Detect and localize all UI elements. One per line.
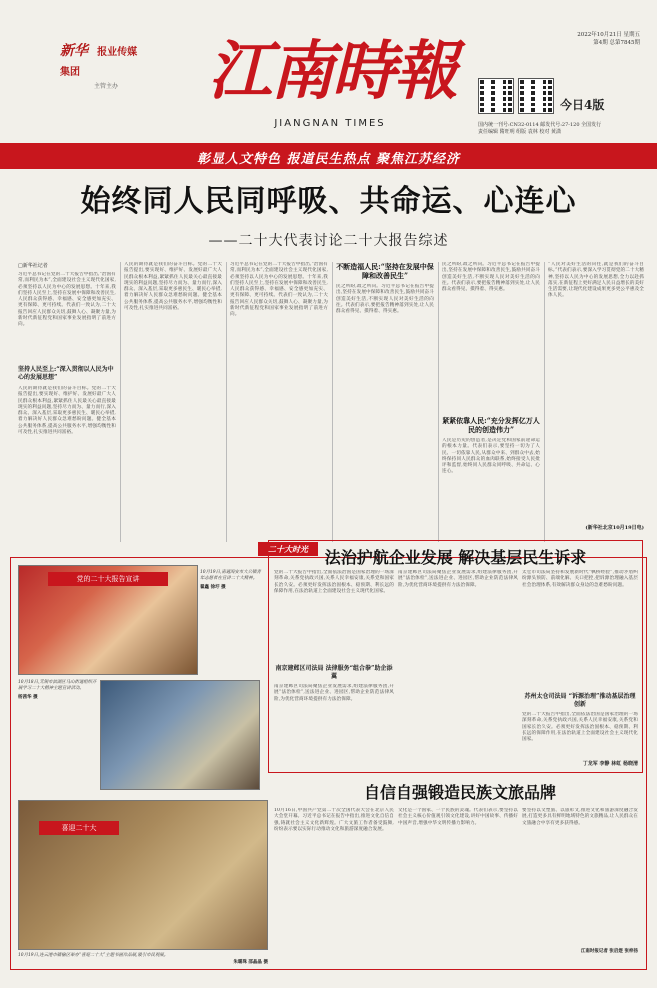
newspaper-title: 江南時報 bbox=[208, 34, 456, 109]
publisher-logo bbox=[60, 40, 146, 90]
brand-mark: 新华 bbox=[60, 43, 88, 59]
edition-issue: 第4期 总第7845期 bbox=[593, 40, 640, 46]
photo-banner-2: 喜迎二十大 bbox=[39, 821, 119, 835]
today-pages: 今日4版 bbox=[560, 98, 605, 112]
caption-2-text: 10月18日,无锡市滨湖区马山街道组织开展学习二十大精神主题宣讲活动。 bbox=[18, 680, 97, 691]
photo-banner-1: 党的二十大报告宣讲 bbox=[48, 572, 168, 586]
lead-column-3 bbox=[230, 262, 328, 542]
column-5-text-a: 民之所盼,政之所向。习近平总书记在报告中提出,坚持在发展中保障和改善民生,鼓励共同奋斗创造美好生活,不断实现人民对美好生活的向往。代表们表示,要把报告精神落到实处,让人民群众看得见、摸得着、得实惠。 bbox=[442, 262, 540, 293]
feature-sub-a: 南京建邺区司法局 法律服务“组合拳”助企添翼 bbox=[275, 665, 393, 680]
lead-byline: □新华社记者 bbox=[18, 263, 48, 269]
caption-2-credit: 杨茜华 摄 bbox=[18, 695, 38, 700]
feature-text-a: 党的二十大报告中指出,全面依法治国是国家治理的一场深刻革命,关系党执政兴国,关系人民幸福安康,关系党和国家长治久安。必须更好发挥法治固根本、稳预期、利长远的保障作用,在法治轨道上全面建设社会主义现代化国家。 bbox=[274, 570, 394, 594]
cn-number: 国内统一刊号:CN32-0114 邮发代号:27-120 全国发行 bbox=[478, 122, 602, 128]
column-1-text-b: 人民的期待就是我们的奋斗目标。党的二十大报告提出,要实现好、维护好、发展好最广大人民群众根本利益,紧紧抓住人民最关心最直接最现实的利益问题,坚持尽力而为、量力而行,深入群众、深入基层,采取更多惠民生、暖民心举措,着力解决好人民群众急难愁盼问题。健全基本公共服务体系,提高公共服务水平,增强均衡性和可及性,扎实推进共同富裕。 bbox=[18, 386, 116, 436]
feature-column-1 bbox=[274, 570, 394, 768]
photo-volunteers bbox=[18, 565, 198, 675]
feature2-column-1 bbox=[274, 808, 394, 963]
slogan-text: 彰显人文特色 报道民生热点 聚焦江苏经济 bbox=[196, 152, 461, 167]
feature-byline: 丁龙军 李静 林虹 杨晓清 bbox=[582, 761, 638, 767]
group-note: 主管主办 bbox=[94, 83, 119, 90]
qr-code-group-2 bbox=[518, 78, 554, 114]
newspaper-pinyin: JIANGNAN TIMES bbox=[274, 118, 386, 129]
group-name: 报业传媒集团 bbox=[60, 47, 138, 78]
feature-column-3 bbox=[522, 570, 638, 768]
caption-1-text: 10月19日,南通海安市大公镇青年志愿者在宣讲二十大精神。 bbox=[200, 570, 261, 581]
main-headline: 始终同人民同呼吸、共命运、心连心 bbox=[80, 184, 577, 219]
feature-badge: 二十大时光 bbox=[258, 542, 318, 556]
column-rule bbox=[438, 262, 439, 542]
edition-date: 2022年10月21日 星期五 bbox=[577, 32, 640, 38]
column-4-text: 民之所盼,政之所向。习近平总书记在报告中提出,坚持在发展中保障和改善民生,鼓励共同奋斗创造美好生活,不断实现人民对美好生活的向往。代表们表示,要把报告精神落到实处,让人民群众看得见、摸得着、得实惠。 bbox=[336, 284, 434, 315]
photo-caption-1 bbox=[200, 570, 262, 590]
qr-code-group bbox=[478, 78, 514, 114]
photo-caption-2 bbox=[18, 680, 98, 700]
column-rule bbox=[226, 262, 227, 542]
column-5-text-b: 人民是历史的创造者,是决定党和国家前途命运的根本力量。代表们表示,要坚持一切为了人民、一切依靠人民,从群众中来、到群众中去,始终保持同人民群众的血肉联系,始终接受人民批评和监督,始终同人民群众同呼吸、共命运、心连心。 bbox=[442, 438, 540, 475]
column-6-text: “人民对美好生活的向往,就是我们的奋斗目标。”代表们表示,要深入学习贯彻党的二十大精神,坚持以人民为中心的发展思想,全力以赴抓落实,在新征程上更好满足人民日益增长的美好生活需要,让现代化建设成果更多更公平惠及全体人民。 bbox=[548, 262, 644, 299]
feature2-text-b: 文化是一个国家、一个民族的灵魂。代表们表示,要坚持以社会主义核心价值观引领文化建设,讲好中国故事、传播好中国声音,增强中华文明传播力影响力。 bbox=[398, 808, 518, 826]
editors-line: 责任编辑 隋旺明 组版 袁林 校对 黄潇 bbox=[478, 129, 561, 135]
feature-text-b: 南京建邺区司法局聚焦企业发展需求,组建法律服务团,开展“法治体检”,送法进企业、进园区,帮助企业防范法律风险,为优化营商环境提供有力法治保障。 bbox=[274, 684, 394, 702]
feature-title: 法治护航企业发展 解决基层民生诉求 bbox=[324, 548, 587, 567]
feature-text-c: 太仓市司法局坚持和发展新时代“枫桥经验”,推动矛盾纠纷源头预防、前端化解、关口把控,把诉源治理融入基层社会治理体系,有效解决群众身边的急难愁盼问题。 bbox=[522, 570, 638, 588]
lead-column-2 bbox=[124, 262, 222, 542]
photo-exhibition bbox=[18, 800, 268, 950]
edition-info bbox=[480, 31, 640, 47]
photo-caption-3 bbox=[18, 953, 268, 965]
feature-column-2 bbox=[398, 570, 518, 768]
column-4-section-head: 不断造福人民:“坚持在发展中保障和改善民生” bbox=[336, 262, 434, 280]
feature-text-b2: 南京建邺区司法局聚焦企业发展需求,组建法律服务团,开展“法治体检”,送法进企业、进园区,帮助企业防范法律风险,为优化营商环境提供有力法治保障。 bbox=[398, 570, 518, 588]
feature2-text-c: 要坚持以文塑旅、以旅彰文,推进文化和旅游深度融合发展,打造更多具有鲜明地域特色的文旅精品,让人民群众在文旅融合中享有更多获得感。 bbox=[522, 808, 638, 826]
column-rule bbox=[544, 262, 545, 542]
lead-column-1 bbox=[18, 272, 116, 542]
lead-column-4 bbox=[336, 262, 434, 542]
qr-code-icon bbox=[478, 78, 514, 114]
photo-lecture bbox=[100, 680, 260, 790]
feature2-column-2 bbox=[398, 808, 518, 963]
feature-sub-b: 苏州太仓司法局 “诉源治理”推动基层治理创新 bbox=[524, 693, 636, 708]
feature-text-c2: 党的二十大报告中指出,全面依法治国是国家治理的一场深刻革命,关系党执政兴国,关系人民幸福安康,关系党和国家长治久安。必须更好发挥法治固根本、稳预期、利长远的保障作用,在法治轨道上全面建设社会主义现代化国家。 bbox=[522, 712, 638, 743]
column-2-text: 人民的期待就是我们的奋斗目标。党的二十大报告提出,要实现好、维护好、发展好最广大人民群众根本利益,紧紧抓住人民最关心最直接最现实的利益问题,坚持尽力而为、量力而行,深入群众、深入基层,采取更多惠民生、暖民心举措,着力解决好人民群众急难愁盼问题。健全基本公共服务体系,提高公共服务水平,增强均衡性和可及性,扎实推进共同富裕。 bbox=[124, 262, 222, 312]
column-rule bbox=[332, 262, 333, 542]
main-subhead: ——二十大代表讨论二十大报告综述 bbox=[208, 233, 449, 249]
column-3-text: 习近平总书记在党的二十大报告中指出,“治国有常,而利民为本”,全面建设社会主义现代化国家,必须坚持以人民为中心的发展思想。十年来,我们坚持人民至上,坚持在发展中保障和改善民生,人民群众获得感、幸福感、安全感更加充实、更有保障、更可持续。代表们一致认为,二十大报告回应人民群众关切,鼓舞人心、凝聚力量,为新时代新征程党和国家事业发展指明了前进方向。 bbox=[230, 262, 328, 318]
lead-credit: (新华社北京10月19日电) bbox=[585, 525, 644, 531]
column-1-text-a: 习近平总书记在党的二十大报告中指出,“治国有常,而利民为本”,全面建设社会主义现代化国家,必须坚持以人民为中心的发展思想。十年来,我们坚持人民至上,坚持在发展中保障和改善民生,人民群众获得感、幸福感、安全感更加充实、更有保障、更可持续。代表们一致认为,二十大报告回应人民群众关切,鼓舞人心、凝聚力量,为新时代新征程党和国家事业发展指明了前进方向。 bbox=[18, 272, 116, 328]
feature2-text-a: 10月16日,中国共产党第二十次全国代表大会在北京人民大会堂开幕。习近平总书记在报告中指出,推进文化自信自强,铸就社会主义文化新辉煌。广大文旅工作者备受鼓舞,纷纷表示要以实际行动推动文化和旅游深度融合发展。 bbox=[274, 808, 394, 832]
publication-info bbox=[478, 122, 648, 136]
feature2-credit: 江南时报记者 张启煜 张梓扬 bbox=[580, 949, 638, 954]
qr-code-icon bbox=[518, 78, 554, 114]
column-rule bbox=[120, 262, 121, 542]
caption-3-text: 10月19日,连云港市赣榆区举办“喜迎二十大”主题书画作品展,吸引市民观展。 bbox=[18, 953, 169, 958]
lead-column-5 bbox=[442, 262, 540, 542]
column-5-section-head: 紧紧依靠人民:“充分发挥亿万人民的创造伟力” bbox=[442, 416, 540, 434]
column-1-section-head: 坚持人民至上:“深入贯彻以人民为中心的发展思想” bbox=[18, 366, 114, 381]
caption-1-credit: 翟鑫 徐圩 摄 bbox=[200, 585, 226, 590]
caption-3-credit: 朱璐珠 邵晶晶 摄 bbox=[233, 960, 268, 965]
feature2-title: 自信自强锻造民族文旅品牌 bbox=[363, 783, 556, 802]
feature2-column-3 bbox=[522, 808, 638, 963]
lead-column-6 bbox=[548, 262, 644, 542]
